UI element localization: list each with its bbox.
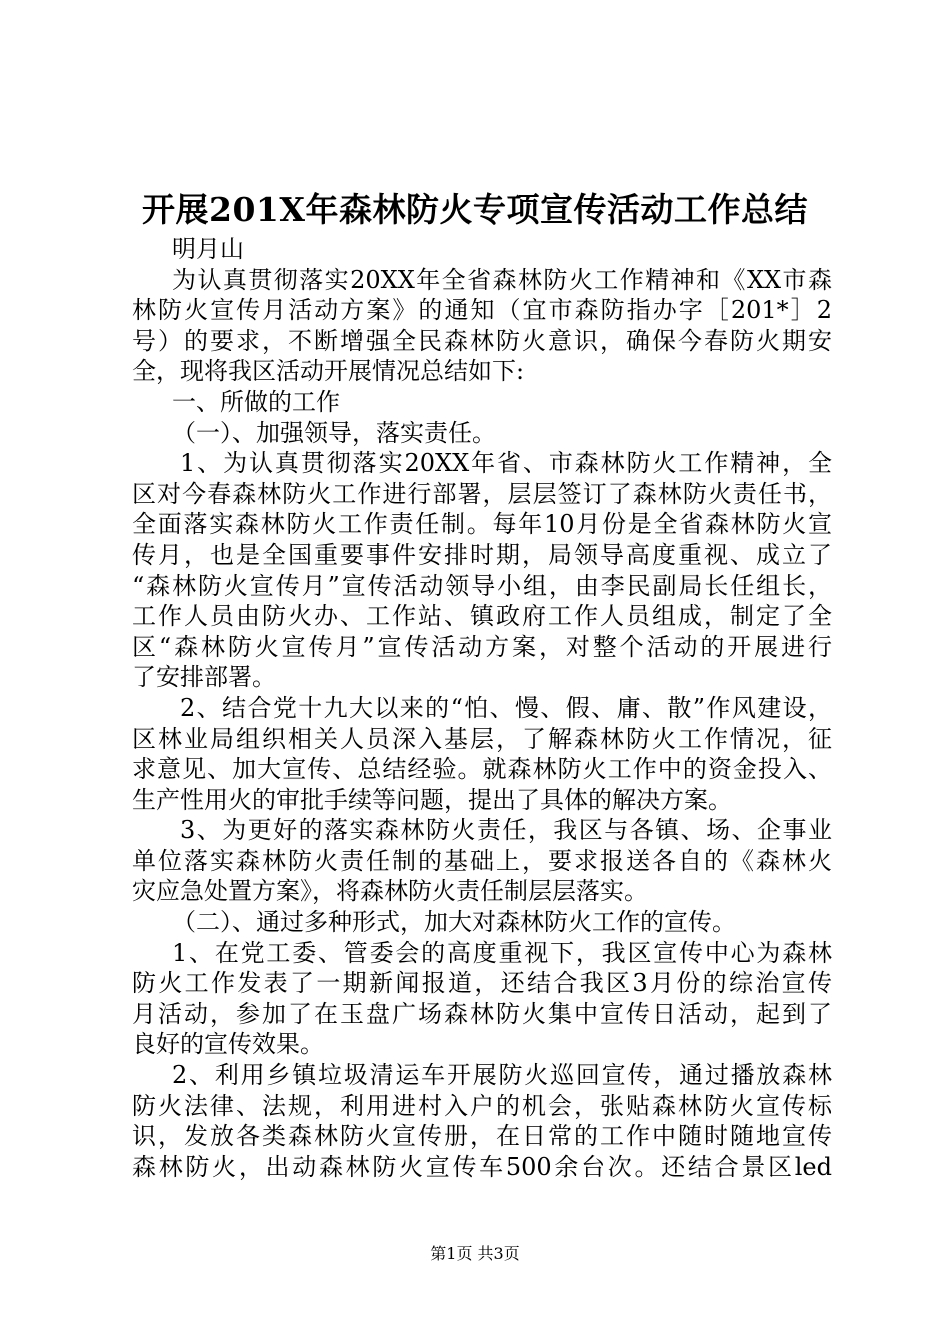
text-line: 区林业局组织相关人员深入基层，了解森林防火工作情况，征: [132, 724, 832, 753]
text-line: 森林防火，出动森林防火宣传车500余台次。还结合景区led: [132, 1152, 832, 1181]
text-line: 月活动，参加了在玉盘广场森林防火集中宣传日活动，起到了: [132, 999, 832, 1028]
text-line: 生产性用火的审批手续等问题，提出了具体的解决方案。: [132, 785, 732, 814]
text-line: 2、结合党十九大以来的“怕、慢、假、庸、散”作风建设，: [180, 693, 832, 722]
text-line: 1、为认真贯彻落实20XX年省、市森林防火工作精神，全: [180, 449, 832, 478]
text-line: 识，发放各类森林防火宣传册，在日常的工作中随时随地宣传: [132, 1122, 832, 1151]
text-line: 区对今春森林防火工作进行部署，层层签订了森林防火责任书，: [132, 479, 832, 508]
text-line: “森林防火宣传月”宣传活动领导小组，由李民副局长任组长，: [132, 571, 832, 600]
page-footer: 第1页 共3页: [430, 1244, 520, 1263]
text-line: 全，现将我区活动开展情况总结如下:: [132, 357, 525, 386]
text-line: 求意见、加大宣传、总结经验。就森林防火工作中的资金投入、: [132, 755, 832, 784]
text-line: 号）的要求，不断增强全民森林防火意识，确保今春防火期安: [132, 326, 832, 355]
text-line: 明月山: [172, 235, 244, 263]
document-title: 开展201X年森林防火专项宣传活动工作总结: [142, 190, 808, 229]
text-line: 防火法律、法规，利用进村入户的机会，张贴森林防火宣传标: [132, 1091, 832, 1120]
text-line: 灾应急处置方案》，将森林防火责任制层层落实。: [132, 877, 648, 906]
text-line: 3、为更好的落实森林防火责任，我区与各镇、场、企事业: [180, 816, 832, 845]
text-line: 防火工作发表了一期新闻报道，还结合我区3月份的综治宣传: [132, 969, 832, 998]
text-line: 1、在党工委、管委会的高度重视下，我区宣传中心为森林: [172, 938, 832, 967]
text-line: 2、利用乡镇垃圾清运车开展防火巡回宣传，通过播放森林: [172, 1061, 832, 1090]
text-line: 一、所做的工作: [172, 387, 340, 416]
text-line: （一）、加强领导，落实责任。: [172, 418, 496, 447]
text-line: （二）、通过多种形式，加大对森林防火工作的宣传。: [172, 908, 736, 937]
text-line: 区“森林防火宣传月”宣传活动方案，对整个活动的开展进行: [132, 632, 832, 661]
text-line: 为认真贯彻落实20XX年全省森林防火工作精神和《XX市森: [172, 265, 832, 294]
text-line: 了安排部署。: [132, 663, 276, 692]
document-body: [132, 234, 832, 1182]
text-line: 单位落实森林防火责任制的基础上，要求报送各自的《森林火: [132, 846, 832, 875]
text-line: 全面落实森林防火工作责任制。每年10月份是全省森林防火宣: [132, 510, 832, 539]
text-line: 工作人员由防火办、工作站、镇政府工作人员组成，制定了全: [132, 602, 832, 631]
text-line: 传月，也是全国重要事件安排时期，局领导高度重视、成立了: [132, 540, 832, 569]
text-line: 良好的宣传效果。: [132, 1030, 324, 1059]
text-line: 林防火宣传月活动方案》的通知（宜市森防指办字［201*］2: [132, 296, 832, 325]
